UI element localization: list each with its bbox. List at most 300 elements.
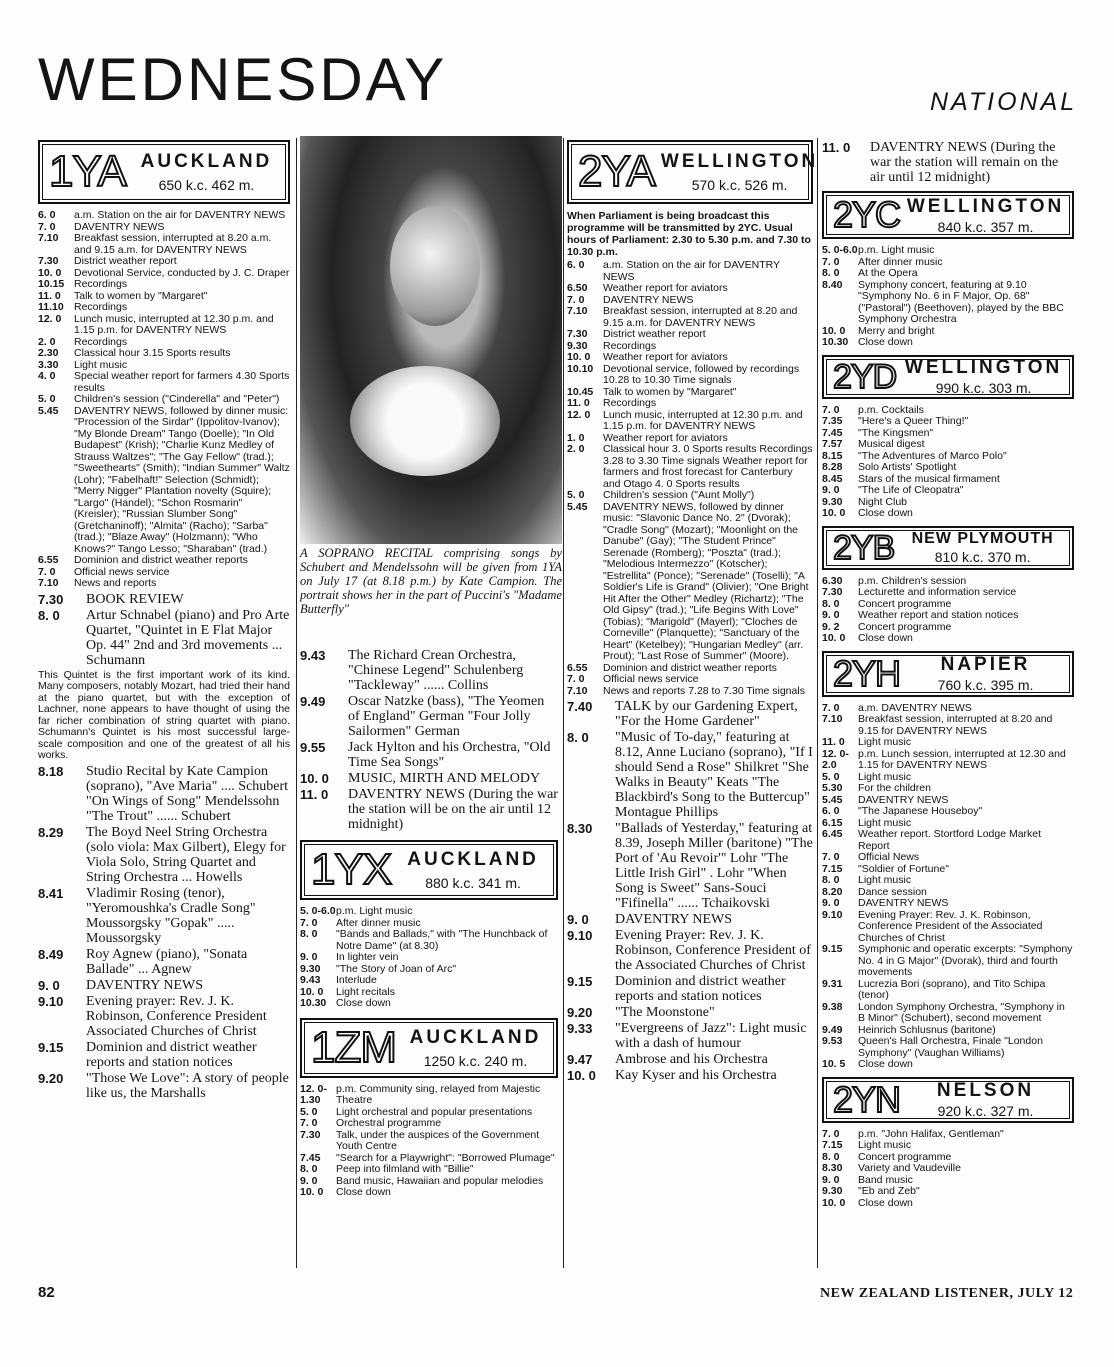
entry-time: 6.55 — [38, 554, 59, 566]
entry-description: Weather report and station notices — [858, 609, 1019, 621]
entry-description: a.m. Station on the air for DAVENTRY NEWS — [603, 259, 780, 283]
entry-description: Classical hour 3.15 Sports results — [74, 347, 231, 359]
entry-description: Merry and bright — [858, 324, 935, 337]
schedule-1ya-continued — [300, 648, 558, 832]
entry-description: Talk, under the auspices of the Government Youth Centre — [336, 1128, 540, 1152]
column-2ya — [567, 140, 819, 1084]
station-header-2ya — [567, 140, 819, 204]
entry-description: Peep into filmland with "Billie" — [336, 1163, 474, 1175]
schedule-entry — [38, 886, 290, 946]
schedule-entry — [822, 485, 1074, 497]
entry-time: 9. 2 — [822, 620, 840, 633]
schedule-entry — [822, 1002, 1074, 1025]
schedule-entry — [822, 737, 1074, 749]
entry-description: Devotional Service, conducted by J. C. Draper — [74, 266, 290, 279]
station-call-sign: 2YN — [833, 1078, 901, 1120]
entry-description: "Soldier of Fortune" — [858, 862, 949, 875]
entry-description: "The Japanese Houseboy" — [858, 805, 983, 817]
schedule-entry — [567, 1068, 813, 1083]
parliament-note: When Parliament is being broadcast this programme will be transmitted by 2YC. Usual hours of Parliament: 2.30 to 5.30 p.m. and 7.30 to 10.30 p.m. — [567, 210, 811, 258]
entry-description: Light orchestral and popular presentations — [336, 1105, 533, 1118]
schedule-entry — [38, 1040, 290, 1070]
entry-time: 10. 0 — [822, 632, 846, 644]
entry-time: 9.55 — [300, 740, 326, 755]
station-frequency: 990 k.c. 303 m. — [935, 380, 1032, 396]
station-header-2yc — [822, 191, 1074, 239]
entry-description: For the children — [858, 782, 931, 794]
station-call-sign: 1YA — [49, 147, 126, 196]
entry-time: 8.28 — [822, 461, 843, 473]
entry-description: DAVENTRY NEWS, followed by dinner music: "Procession of the Sirdar" (Ippolitov-Ivanov); "My Blonde Dream" Tango (Doelle); "In Old Budapest" (Krish); "Charlie Kunz Medley of Strauss Waltzes"; "The Gay Fellow" (trad.); "Sweethearts" (Smith); "Indian Summer" Waltz (Lohr); "Fabelhaft!" Selection (Schmidt); "Merry Nigger" Plantation novelty (Squire); "Largo" (Handel); "Schon Rosmarin" (Kreisler); "Russian Slumber Song" (Gretchaninoff); "Almita" (Racho); "Sarba" (trad.); "Blaze Away" (Holzmann); "Who Knows?" Tango Lesso; "Sharaban" (trad.) — [74, 404, 290, 555]
schedule-2yn — [822, 1129, 1074, 1210]
entry-description: Dominion and district weather reports — [603, 661, 777, 674]
entry-description: Children's session ("Cinderella" and "Peter") — [74, 393, 280, 405]
schedule-2ya-evening — [567, 699, 813, 1083]
station-frequency: 1250 k.c. 240 m. — [423, 1052, 528, 1069]
entry-time: 10. 0 — [300, 771, 329, 786]
entry-time: 7. 0 — [300, 916, 318, 929]
schedule-entry — [300, 1164, 558, 1176]
entry-description: Studio Recital by Kate Campion (soprano), "Ave Maria" .... Schubert "On Wings of Song" Mendelssohn "The Trout" ...... Schubert — [86, 763, 289, 824]
schedule-entry — [38, 279, 290, 291]
entry-time: 9.20 — [38, 1070, 64, 1086]
photo-caption: A SOPRANO RECITAL comprising songs by Schubert and Mendelssohn will be given from 1YA on July 17 (at 8.18 p.m.) by Kate Campion. The portrait shows her in the part of Puccini's "Madame Butterfly" — [300, 546, 562, 616]
station-header-1zm — [300, 1018, 558, 1078]
entry-time: 7. 0 — [567, 293, 585, 306]
entry-time: 7. 0 — [822, 701, 840, 714]
schedule-entry — [300, 952, 558, 964]
entry-description: Concert programme — [858, 620, 952, 633]
entry-time: 9.49 — [822, 1023, 843, 1036]
schedule-entry — [300, 906, 558, 918]
entry-time: 6. 0 — [567, 259, 585, 271]
schedule-entry — [822, 944, 1074, 979]
station-call-sign: 2YD — [833, 357, 897, 396]
entry-description: Queen's Hall Orchestra, Finale "London Symphony" (Vaughan Williams) — [858, 1035, 1043, 1059]
entry-description: Recordings — [74, 301, 128, 313]
entry-description: News and reports — [74, 577, 157, 589]
station-frequency: 840 k.c. 357 m. — [937, 218, 1034, 235]
entry-description: Roy Agnew (piano), "Sonata Ballade" ... Agnew — [86, 946, 248, 977]
entry-description: Dominion and district weather reports and station notices — [86, 1039, 257, 1070]
schedule-entry — [822, 875, 1074, 887]
schedule-entry — [300, 1084, 558, 1107]
entry-description: "The Moonstone" — [615, 1005, 715, 1020]
entry-description: Special weather report for farmers 4.30 Sports results — [74, 370, 290, 394]
entry-time: 7.57 — [822, 438, 843, 450]
entry-time: 9.10 — [38, 993, 64, 1009]
entry-description: Lecturette and information service — [858, 586, 1017, 598]
entry-description: Close down — [858, 507, 913, 519]
station-city: NEW PLYMOUTH — [911, 530, 1054, 547]
entry-time: 8.30 — [822, 1162, 843, 1174]
station-city: WELLINGTON — [660, 151, 819, 172]
entry-description: Official news service — [74, 565, 170, 578]
schedule-entry — [822, 416, 1074, 428]
entry-description: Evening prayer: Rev. J. K. Robinson, Conference President Associated Churches of Christ — [86, 993, 267, 1039]
entry-description: "The Story of Joan of Arc" — [336, 962, 457, 975]
entry-time: 7. 0 — [300, 1117, 318, 1129]
entry-time: 8. 0 — [567, 730, 589, 745]
schedule-entry — [822, 337, 1074, 349]
entry-time: 7.15 — [822, 862, 843, 875]
entry-description: Symphony concert, featuring at 9.10 "Symphony No. 6 in F Major, Op. 68" ("Pastoral") (Beethoven), played by the BBC Symphony Orchestra — [858, 278, 1064, 325]
schedule-entry — [567, 398, 813, 410]
schedule-entry — [38, 233, 290, 256]
station-city: NAPIER — [940, 654, 1031, 675]
schedule-entry — [567, 444, 813, 490]
entry-description: Lunch music, interrupted at 12.30 p.m. and 1.15 p.m. for DAVENTRY NEWS — [603, 408, 803, 432]
entry-time: 6. 0 — [38, 209, 56, 221]
entry-time: 10. 0 — [300, 1186, 324, 1198]
entry-description: DAVENTRY NEWS — [74, 220, 165, 233]
schedule-entry — [300, 740, 558, 770]
entry-description: Kay Kyser and his Orchestra — [615, 1068, 777, 1083]
entry-time: 7. 0 — [567, 673, 585, 685]
entry-description: p.m. "John Halifax, Gentleman" — [858, 1127, 1004, 1140]
schedule-entry — [38, 825, 290, 885]
entry-description: Jack Hylton and his Orchestra, "Old Time Sea Songs" — [348, 740, 551, 770]
schedule-2ya-day — [567, 260, 813, 697]
entry-time: 11. 0 — [822, 736, 845, 748]
column-1yа — [38, 140, 290, 1102]
entry-description: DAVENTRY NEWS — [858, 793, 949, 806]
schedule-entry — [567, 730, 813, 820]
schedule-entry — [822, 1059, 1074, 1071]
entry-description: Musical digest — [858, 438, 925, 450]
entry-time: 7.10 — [567, 684, 588, 697]
entry-time: 7. 0 — [822, 255, 840, 268]
entry-description: Close down — [858, 336, 913, 348]
schedule-entry — [38, 302, 290, 314]
entry-description: Light music — [858, 736, 912, 748]
entry-description: Stars of the musical firmament — [858, 472, 1000, 485]
entry-description: a.m. DAVENTRY NEWS — [858, 701, 972, 714]
entry-time: 9. 0 — [300, 1174, 318, 1187]
entry-description: Concert programme — [858, 597, 952, 610]
schedule-entry — [822, 852, 1074, 864]
entry-description: Dominion and district weather reports — [74, 554, 248, 566]
entry-description: TALK by our Gardening Expert, "For the Home Gardener" — [615, 699, 798, 729]
entry-time: 12. 0 — [38, 312, 62, 325]
entry-description: London Symphony Orchestra, "Symphony in B Minor" (Schubert), second movement — [858, 1000, 1065, 1024]
entry-time: 12. 0 — [567, 408, 591, 421]
entry-time: 9. 0 — [822, 897, 840, 909]
entry-time: 9.31 — [822, 977, 843, 990]
entry-time: 10. 0 — [822, 1196, 846, 1209]
schedule-entry — [822, 829, 1074, 852]
entry-time: 9.49 — [300, 694, 326, 709]
schedule-entry — [567, 674, 813, 686]
entry-description: DAVENTRY NEWS — [615, 912, 733, 927]
entry-time: 7.30 — [300, 1128, 321, 1141]
entry-description: p.m. Light music — [336, 905, 413, 917]
entry-description: Night Club — [858, 495, 908, 508]
portrait-face — [390, 206, 480, 326]
station-header-2yh — [822, 651, 1074, 697]
entry-description: Variety and Vaudeville — [858, 1162, 961, 1174]
schedule-entry — [567, 912, 813, 927]
entry-time: 5.45 — [567, 500, 588, 513]
entry-time: 8.29 — [38, 824, 64, 840]
entry-description: Oscar Natzke (bass), "The Yeomen of England" German "Four Jolly Sailormen" German — [348, 694, 545, 739]
entry-description: Evening Prayer: Rev. J. K. Robinson, Conference President of the Associated Churches of Christ — [615, 928, 811, 973]
schedule-entry — [300, 648, 558, 693]
entry-description: Devotional service, followed by recordings 10.28 to 10.30 Time signals — [603, 362, 800, 386]
schedule-entry — [822, 610, 1074, 622]
entry-description: In lighter vein — [336, 951, 399, 963]
station-frequency: 880 k.c. 341 m. — [425, 875, 521, 891]
station-city: AUCKLAND — [140, 151, 273, 172]
entry-description: Children's session ("Aunt Molly") — [603, 489, 755, 501]
portrait-flowers — [350, 366, 500, 476]
entry-description: Close down — [858, 632, 913, 644]
schedule-entry — [567, 974, 813, 1004]
entry-time: 8.49 — [38, 946, 64, 962]
schedule-entry — [822, 910, 1074, 945]
schedule-entry — [822, 462, 1074, 474]
entry-description: Artur Schnabel (piano) and Pro Arte Quartet, "Quintet in E Flat Major Op. 44" 2nd and 3rd movements ... Schumann — [86, 607, 290, 668]
entry-description: Solo Artists' Spotlight — [858, 461, 957, 473]
entry-description: p.m. Lunch session, interrupted at 12.30 and 1.15 for DAVENTRY NEWS — [858, 747, 1066, 771]
schedule-2yc — [822, 245, 1074, 349]
entry-time: 8.30 — [567, 821, 593, 836]
column-4 — [822, 140, 1074, 1209]
entry-time: 8. 0 — [38, 607, 60, 623]
station-frequency: 920 k.c. 327 m. — [937, 1103, 1034, 1119]
entry-time: 9.15 — [567, 974, 593, 989]
schedule-2ya-close — [822, 140, 1074, 185]
entry-time: 9.30 — [300, 962, 321, 975]
schedule-2yd — [822, 405, 1074, 520]
schedule-entry — [300, 929, 558, 952]
schedule-1ya-late — [38, 764, 290, 1101]
entry-description: Concert programme — [858, 1150, 952, 1163]
column-divider — [296, 138, 297, 1268]
station-header-2yb — [822, 526, 1074, 570]
station-city: WELLINGTON — [906, 195, 1065, 217]
schedule-entry — [567, 260, 813, 283]
entry-time: 11. 0 — [300, 787, 329, 802]
schedule-entry — [38, 947, 290, 977]
entry-time: 5. 0-6.0 — [300, 905, 336, 917]
entry-description: Talk to women by "Margaret" — [603, 385, 737, 398]
schedule-entry — [822, 633, 1074, 645]
entry-description: Recordings — [603, 397, 657, 409]
entry-description: DAVENTRY NEWS — [86, 977, 204, 993]
entry-time: 10.30 — [822, 336, 849, 348]
entry-time: 9. 0 — [300, 951, 318, 963]
schedule-entry — [822, 1036, 1074, 1059]
entry-description: Weather report for aviators — [603, 282, 728, 294]
entry-time: 5. 0 — [38, 393, 56, 405]
entry-time: 7.35 — [822, 415, 843, 427]
schedule-entry — [38, 764, 290, 824]
entry-time: 1. 0 — [567, 431, 585, 444]
schedule-entry — [38, 555, 290, 567]
entry-time: 10. 0 — [822, 507, 846, 519]
entry-description: DAVENTRY NEWS (During the war the station will remain on the air until 12 midnight) — [870, 140, 1059, 185]
entry-time: 9.53 — [822, 1035, 843, 1047]
entry-time: 10. 0 — [567, 351, 591, 363]
schedule-entry — [300, 787, 558, 832]
schedule-entry — [300, 1118, 558, 1130]
entry-description: p.m. Children's session — [858, 574, 967, 587]
entry-time: 8. 0 — [300, 928, 318, 940]
schedule-entry — [822, 714, 1074, 737]
entry-description: Recordings — [74, 335, 128, 348]
entry-time: 10. 0 — [38, 266, 62, 279]
schedule-2yh — [822, 703, 1074, 1071]
entry-description: Lucrezia Bori (soprano), and Tito Schipa (tenor) — [858, 977, 1046, 1001]
entry-description: "Bands and Ballads," with "The Hunchback of Notre Dame" (at 8.30) — [336, 928, 548, 952]
entry-description: Close down — [858, 1058, 913, 1070]
entry-time: 5.45 — [38, 404, 59, 417]
entry-time: 10. 5 — [822, 1058, 846, 1070]
entry-time: 7.10 — [822, 713, 843, 725]
entry-time: 5. 0-6.0 — [822, 244, 858, 256]
entry-time: 7.10 — [38, 232, 59, 244]
entry-description: Light music — [858, 1139, 912, 1151]
schedule-entry — [38, 210, 290, 222]
schedule-entry — [300, 1130, 558, 1153]
station-frequency: 570 k.c. 526 m. — [691, 177, 788, 193]
entry-description: Evening Prayer: Rev. J. K. Robinson, Conference President of the Associated Churches of Christ — [858, 908, 1043, 944]
schedule-entry — [567, 306, 813, 329]
entry-time: 9.15 — [822, 943, 843, 955]
entry-time: 8. 0 — [822, 597, 840, 610]
column-divider — [563, 138, 564, 1268]
station-city: AUCKLAND — [407, 849, 539, 870]
schedule-entry — [38, 348, 290, 360]
entry-description: The Boyd Neel String Orchestra (solo viola: Max Gilbert), Elegy for Viola Solo, String Quartet and String Orchestra ... Howells — [86, 824, 286, 885]
entry-time: 8.40 — [822, 278, 843, 291]
entry-description: Recordings — [603, 339, 657, 352]
entry-time: 9.43 — [300, 648, 326, 663]
entry-description: "Ballads of Yesterday," featuring at 8.39, Joseph Miller (baritone) "The Port of 'Au Revoir'" Lohr "The Little Irish Girl" . Lohr "When Song is Sweet" Sans-Souci "Fifinella" ...... Tchaikovski — [615, 821, 813, 911]
entry-time: 9.33 — [567, 1021, 593, 1036]
schedule-entry — [38, 994, 290, 1039]
schedule-entry — [38, 978, 290, 993]
entry-time: 11.10 — [38, 301, 64, 313]
entry-time: 9.43 — [300, 974, 321, 986]
entry-time: 7. 0 — [822, 851, 840, 863]
entry-description: DAVENTRY NEWS — [858, 897, 949, 909]
entry-description: At the Opera — [858, 267, 918, 279]
entry-time: 7.30 — [567, 328, 588, 340]
entry-time: 9.10 — [567, 928, 593, 943]
schedule-entry — [567, 352, 813, 364]
entry-description: Weather report for aviators — [603, 431, 728, 444]
entry-time: 7.30 — [38, 591, 64, 607]
schedule-entry — [38, 371, 290, 394]
entry-time: 10.30 — [300, 997, 327, 1009]
entry-description: p.m. Community sing, relayed from Majestic Theatre — [336, 1082, 541, 1106]
schedule-1yx — [300, 906, 558, 1010]
schedule-entry — [822, 783, 1074, 795]
entry-description: Close down — [336, 997, 391, 1009]
entry-description: "The Adventures of Marco Polo" — [858, 449, 1007, 462]
entry-description: Breakfast session, interrupted at 8.20 and 9.15 for DAVENTRY NEWS — [858, 713, 1053, 737]
entry-time: 9. 0 — [567, 912, 589, 927]
station-frequency: 650 k.c. 462 m. — [158, 177, 255, 193]
schedule-entry — [822, 245, 1074, 257]
schedule-entry — [567, 364, 813, 387]
schedule-entry — [822, 1140, 1074, 1152]
entry-time: 9. 0 — [822, 609, 840, 621]
entry-time: 2. 0 — [38, 335, 56, 348]
station-frequency: 760 k.c. 395 m. — [937, 677, 1034, 693]
entry-description: p.m. Light music — [858, 244, 935, 256]
schedule-entry — [822, 140, 1074, 185]
entry-description: Ambrose and his Orchestra — [615, 1052, 768, 1067]
station-header-1yx — [300, 840, 558, 900]
schedule-entry — [822, 898, 1074, 910]
entry-description: Lunch music, interrupted at 12.30 p.m. and 1.15 p.m. for DAVENTRY NEWS — [74, 312, 274, 336]
schedule-entry — [300, 771, 558, 786]
entry-time: 9.38 — [822, 1000, 843, 1013]
entry-description: BOOK REVIEW — [86, 591, 184, 607]
entry-time: 9. 0 — [822, 484, 840, 496]
entry-time: 11. 0 — [822, 140, 851, 155]
entry-description: Light music — [858, 770, 912, 783]
entry-description: "Those We Love": A story of people like us, the Marshalls — [86, 1070, 289, 1101]
schedule-entry — [822, 268, 1074, 280]
entry-description: Close down — [858, 1196, 913, 1209]
entry-time: 9.10 — [822, 908, 843, 921]
station-call-sign: 1ZM — [311, 1022, 396, 1072]
entry-time: 6.30 — [822, 574, 843, 587]
schedule-entry — [822, 806, 1074, 818]
entry-description: MUSIC, MIRTH AND MELODY — [348, 771, 541, 786]
station-call-sign: 1YX — [311, 845, 392, 894]
publication-footer: NEW ZEALAND LISTENER, JULY 12 — [820, 1286, 1074, 1301]
entry-description: District weather report — [603, 328, 706, 340]
station-call-sign: 2YC — [833, 194, 901, 235]
entry-time: 3.30 — [38, 358, 59, 371]
entry-time: 9.30 — [822, 1185, 843, 1197]
entry-description: a.m. Station on the air for DAVENTRY NEWS — [74, 209, 286, 221]
entry-description: District weather report — [74, 255, 177, 267]
schedule-entry — [567, 502, 813, 663]
entry-description: Weather report. Stortford Lodge Market Report — [858, 828, 1042, 852]
schedule-entry — [567, 1021, 813, 1051]
entry-time: 5.30 — [822, 782, 843, 794]
station-frequency: 810 k.c. 370 m. — [934, 549, 1031, 565]
station-city: NELSON — [936, 1080, 1035, 1101]
entry-description: After dinner music — [858, 255, 943, 268]
entry-time: 7. 0 — [38, 565, 56, 578]
column-2 — [300, 648, 558, 1199]
entry-description: "Music of To-day," featuring at 8.12, Anne Luciano (soprano), "If I should Send a Rose" Shilkret "She Walks in Beauty" Keats "The Blackbird's Song to the Buttercup" Montague Phillips — [615, 730, 813, 820]
schedule-entry — [822, 508, 1074, 520]
entry-time: 2. 0 — [567, 443, 585, 455]
station-city: AUCKLAND — [409, 1026, 542, 1048]
entry-time: 11. 0 — [38, 289, 61, 302]
entry-time: 7.40 — [567, 699, 593, 714]
entry-time: 5. 0 — [567, 489, 585, 501]
schedule-entry — [567, 928, 813, 973]
program-note: This Quintet is the first important work of its kind. Many composers, notably Mozart, had tried their hand at the piano quartet, but with the exception of Lachner, none appears to have thought of using the far richer combination of string quartet with piano. Schumann's Quintet is his most successful large-scale composition and one of the greatest of all his works. — [38, 668, 290, 761]
schedule-entry — [822, 1163, 1074, 1175]
entry-time: 9.30 — [822, 495, 843, 508]
entry-description: Vladimir Rosing (tenor), "Yeromoushka's Cradle Song" Moussorgsky "Gopak" ..... Moussorgsky — [86, 885, 256, 946]
entry-time: 12. 0-2.0 — [822, 747, 849, 771]
entry-description: Close down — [336, 1186, 391, 1198]
entry-description: Light music — [74, 358, 128, 371]
entry-time: 9.20 — [567, 1005, 593, 1020]
entry-time: 7. 0 — [822, 403, 840, 416]
